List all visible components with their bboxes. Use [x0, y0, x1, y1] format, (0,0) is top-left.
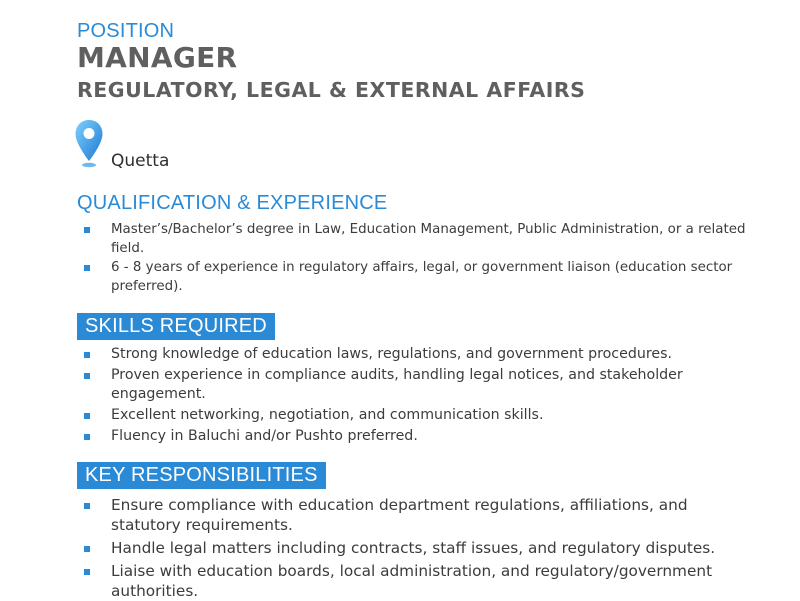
skills-list — [0, 345, 751, 446]
job-title: MANAGER — [77, 41, 238, 74]
list-item: Master’s/Bachelor’s degree in Law, Education Management, Public Administration, or a related field. — [0, 220, 751, 258]
qualification-list — [0, 220, 751, 296]
list-item: 6 - 8 years of experience in regulatory affairs, legal, or government liaison (education sector preferred). — [0, 258, 751, 296]
list-item: Liaise with education boards, local administration, and regulatory/government authorities. — [0, 561, 751, 601]
list-item: Excellent networking, negotiation, and communication skills. — [0, 406, 751, 425]
location-pin-icon — [74, 119, 104, 169]
list-item: Ensure compliance with education department regulations, affiliations, and statutory requirements. — [0, 495, 751, 535]
responsibilities-list — [0, 495, 751, 601]
position-label: POSITION — [77, 20, 175, 42]
qualification-heading: QUALIFICATION & EXPERIENCE — [77, 192, 388, 214]
responsibilities-heading: KEY RESPONSIBILITIES — [77, 462, 326, 489]
location-city: Quetta — [111, 151, 170, 171]
list-item: Handle legal matters including contracts, staff issues, and regulatory disputes. — [0, 538, 751, 558]
list-item: Proven experience in compliance audits, handling legal notices, and stakeholder engagement. — [0, 366, 751, 404]
skills-heading: SKILLS REQUIRED — [77, 313, 275, 340]
list-item: Fluency in Baluchi and/or Pushto preferred. — [0, 427, 751, 446]
job-subtitle: REGULATORY, LEGAL & EXTERNAL AFFAIRS — [77, 78, 586, 102]
list-item: Strong knowledge of education laws, regulations, and government procedures. — [0, 345, 751, 364]
